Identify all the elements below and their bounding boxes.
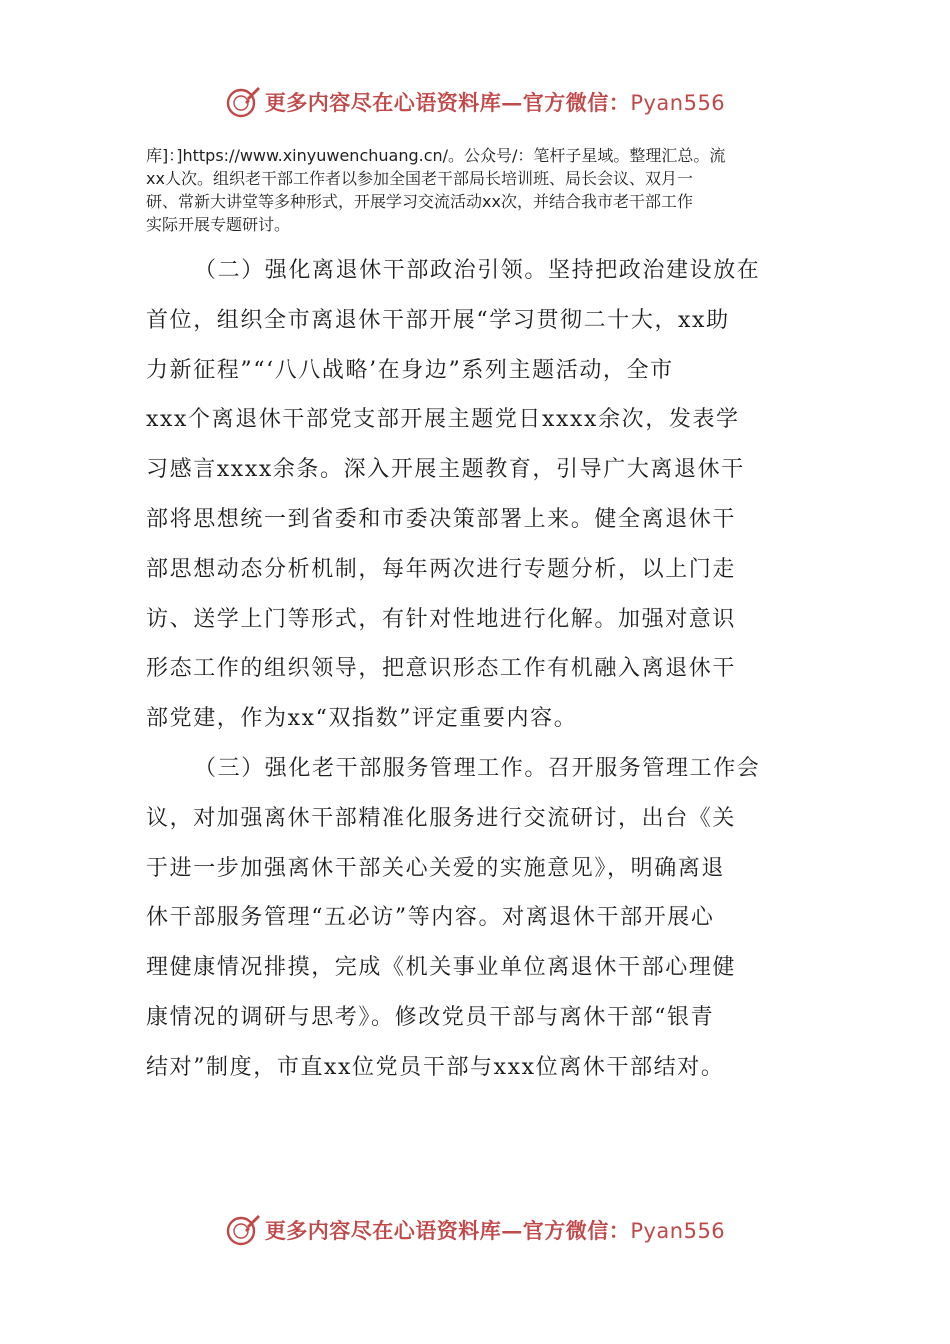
banner-text-cn: 更多内容尽在心语资料库—官方微信： bbox=[264, 1218, 631, 1243]
carryover-line: xx人次。组织老干部工作者以参加全国老干部局长培训班、局长会议、双月一 bbox=[146, 169, 693, 188]
pen-seal-logo-icon bbox=[225, 84, 261, 120]
body-line: 康情况的调研与思考》。修改党员干部与离休干部“银青 bbox=[146, 1004, 715, 1030]
body-line: xxx个离退休干部党支部开展主题党日xxxx余次，发表学 bbox=[146, 407, 740, 433]
body-line: 部思想动态分析机制，每年两次进行专题分析，以上门走 bbox=[146, 556, 737, 582]
body-line: 理健康情况排摸，完成《机关事业单位离退休干部心理健 bbox=[146, 955, 737, 981]
body-line: 部党建，作为xx“双指数”评定重要内容。 bbox=[146, 706, 578, 732]
body-line: 访、送学上门等形式，有针对性地进行化解。加强对意识 bbox=[146, 606, 737, 632]
body-line: 首位，组织全市离退休干部开展“学习贯彻二十大，xx助 bbox=[146, 307, 730, 333]
body-line: 于进一步加强离休干部关心关爱的实施意见》，明确离退 bbox=[146, 855, 726, 881]
body-line: 习感言xxxx余条。深入开展主题教育，引导广大离退休干 bbox=[146, 457, 745, 483]
carryover-line: 研、常新大讲堂等多种形式，开展学习交流活动xx次，并结合我市老干部工作 bbox=[146, 192, 693, 211]
body-line: 议，对加强离休干部精准化服务进行交流研讨，出台《关 bbox=[146, 805, 737, 831]
pen-seal-logo-icon bbox=[225, 1212, 261, 1248]
header-banner bbox=[0, 80, 950, 124]
body-line: 形态工作的组织领导，把意识形态工作有机融入离退休干 bbox=[146, 656, 737, 682]
banner-text bbox=[265, 1215, 725, 1245]
banner-wechat-id: Pyan556 bbox=[630, 91, 726, 115]
carryover-line: 库]：]https://www.xinyuwenchuang.cn/。公众号/：笔杆子星域。整理汇总。流 bbox=[146, 146, 726, 165]
body-line: 休干部服务管理“五必访”等内容。对离退休干部开展心 bbox=[146, 905, 715, 931]
banner-text-cn: 更多内容尽在心语资料库—官方微信： bbox=[264, 90, 631, 115]
carryover-line: 实际开展专题研讨。 bbox=[146, 215, 291, 234]
body-line: 部将思想统一到省委和市委决策部署上来。健全离退休干 bbox=[146, 506, 737, 532]
body-line: 力新征程”“‘八八战略’在身边”系列主题活动，全市 bbox=[146, 357, 674, 383]
body-line: 结对”制度，市直xx位党员干部与xxx位离休干部结对。 bbox=[146, 1054, 725, 1080]
banner-wechat-id: Pyan556 bbox=[630, 1219, 726, 1243]
banner-text bbox=[265, 87, 725, 117]
carryover-paragraph bbox=[146, 144, 806, 236]
footer-banner bbox=[0, 1208, 950, 1252]
section-two-heading-line: （二）强化离退休干部政治引领。坚持把政治建设放在 bbox=[194, 258, 761, 283]
section-three-heading-line: （三）强化老干部服务管理工作。召开服务管理工作会 bbox=[194, 755, 761, 781]
document-body bbox=[146, 246, 806, 1093]
